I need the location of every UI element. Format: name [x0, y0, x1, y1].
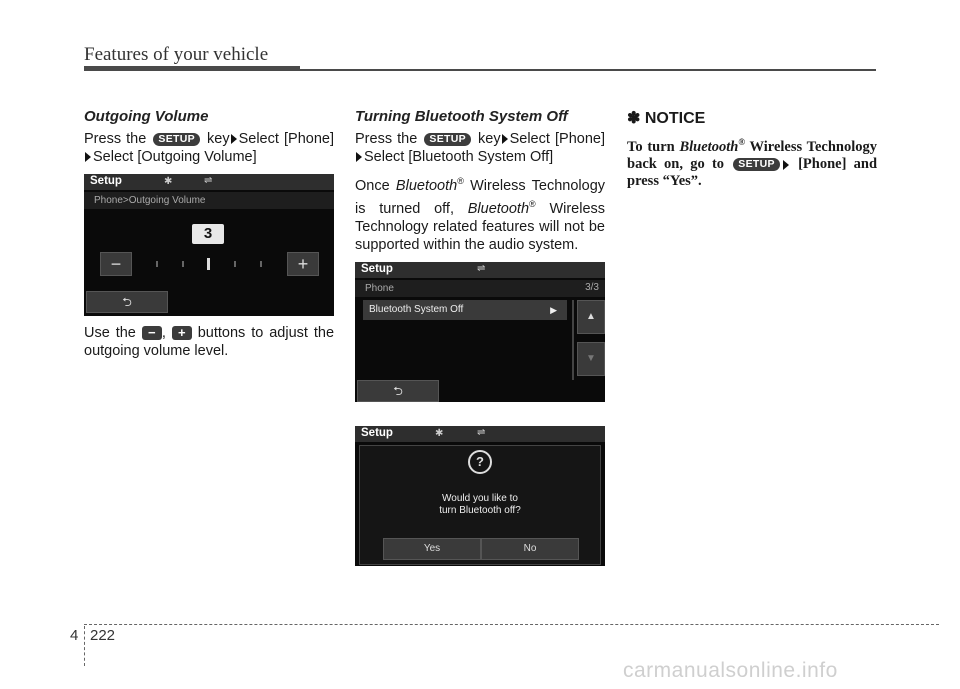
text: key [478, 131, 501, 147]
notice-text [627, 134, 877, 190]
question-icon: ? [468, 450, 492, 474]
text: Wireless Technology back on, go to [627, 138, 878, 172]
volume-minus-button[interactable]: − [100, 252, 132, 276]
arrow-right-icon [85, 152, 91, 162]
footer-divider [84, 626, 85, 666]
volume-tick [156, 261, 158, 267]
screen-bluetooth-confirm [355, 426, 605, 566]
volume-value: 3 [192, 224, 224, 244]
registered-mark: ® [529, 198, 536, 209]
back-button[interactable]: ⮌ [357, 380, 439, 402]
bluetooth-brand-text: Bluetooth [395, 177, 458, 194]
volume-plus-button[interactable]: + [287, 252, 319, 276]
triangle-up-icon: ▲ [586, 310, 596, 322]
arrow-right-icon [231, 134, 237, 144]
column-outgoing-volume [84, 108, 334, 366]
watermark: carmanualsonline.info [623, 659, 838, 682]
setup-key-badge: SETUP [733, 158, 780, 171]
screen-title: Setup [361, 262, 393, 275]
registered-mark: ® [738, 137, 746, 147]
usb-icon: ⇌ [477, 262, 486, 274]
arrow-right-icon [783, 160, 789, 170]
scroll-down-button[interactable] [577, 342, 605, 376]
volume-tick [260, 261, 262, 267]
text: Select [509, 131, 550, 147]
header-title: Features of your vehicle [84, 44, 269, 65]
text: , [161, 325, 166, 341]
instruction-paragraph [84, 324, 334, 360]
dialog-message-line: Would you like to [442, 492, 518, 504]
text: Once [355, 177, 390, 194]
column-bluetooth-off [355, 108, 605, 574]
dialog-message [355, 493, 605, 517]
header-rule-thin [300, 69, 876, 71]
triangle-down-icon: ▼ [586, 352, 596, 364]
screen-bluetooth-menu [355, 262, 605, 402]
text: Press the [355, 131, 418, 147]
registered-mark: ® [457, 176, 464, 186]
screen-outgoing-volume [84, 174, 334, 316]
plus-icon: + [172, 326, 192, 340]
bluetooth-brand-text: Bluetooth [467, 200, 530, 217]
menu-item-bluetooth-off[interactable] [363, 300, 567, 320]
volume-tick [182, 261, 184, 267]
usb-icon: ⇌ [477, 426, 486, 438]
scrollbar[interactable] [572, 300, 574, 380]
text: buttons to adjust the outgoing volume level. [84, 325, 335, 359]
text: [Phone] [555, 131, 605, 147]
screen-title: Setup [361, 426, 393, 439]
instruction-paragraph [84, 130, 334, 166]
dialog-message-line: turn Bluetooth off? [439, 504, 521, 516]
no-button[interactable]: No [481, 538, 579, 560]
yes-button[interactable]: Yes [383, 538, 481, 560]
scroll-up-button[interactable] [577, 300, 605, 334]
back-button[interactable]: ⮌ [86, 291, 168, 313]
text: To turn [627, 138, 675, 155]
text: Select [Outgoing Volume] [93, 149, 257, 165]
screen-path: Phone [355, 280, 605, 297]
volume-tick [234, 261, 236, 267]
info-paragraph [355, 172, 605, 254]
notice-title: ✽ NOTICE [627, 110, 706, 127]
arrow-right-icon [356, 152, 362, 162]
chapter-number: 4 [70, 627, 79, 644]
section-title: Turning Bluetooth System Off [355, 108, 568, 125]
arrow-right-icon [502, 134, 508, 144]
volume-tick-active [207, 258, 210, 270]
usb-icon: ⇌ [204, 175, 213, 186]
bluetooth-icon: ✱ [435, 427, 444, 439]
screen-path: Phone>Outgoing Volume [84, 192, 334, 209]
menu-item-label: Bluetooth System Off [369, 303, 464, 315]
page-number: 222 [90, 627, 116, 644]
instruction-paragraph [355, 130, 605, 166]
text: key [207, 131, 230, 147]
text: Select [238, 131, 279, 147]
text: Select [Bluetooth System Off] [364, 149, 554, 165]
text: Wireless Technology is turned off, [355, 177, 606, 217]
text: Use the [84, 325, 136, 341]
footer-rule [84, 624, 939, 625]
header-rule-thick [84, 66, 300, 71]
setup-key-badge: SETUP [153, 133, 200, 146]
text: Press the [84, 131, 147, 147]
bluetooth-brand-text: Bluetooth [679, 138, 739, 155]
text: [Phone] and press “Yes”. [627, 155, 878, 189]
bluetooth-icon: ✱ [164, 176, 173, 187]
setup-key-badge: SETUP [424, 133, 471, 146]
screen-title: Setup [90, 175, 122, 187]
column-notice [627, 108, 877, 190]
page-indicator: 3/3 [585, 281, 599, 293]
section-title: Outgoing Volume [84, 108, 209, 125]
chevron-right-icon: ▶ [550, 304, 557, 315]
text: Wireless Technology related features will not be supported within the audio system. [355, 200, 606, 253]
minus-icon: − [142, 326, 162, 340]
text: [Phone] [284, 131, 334, 147]
